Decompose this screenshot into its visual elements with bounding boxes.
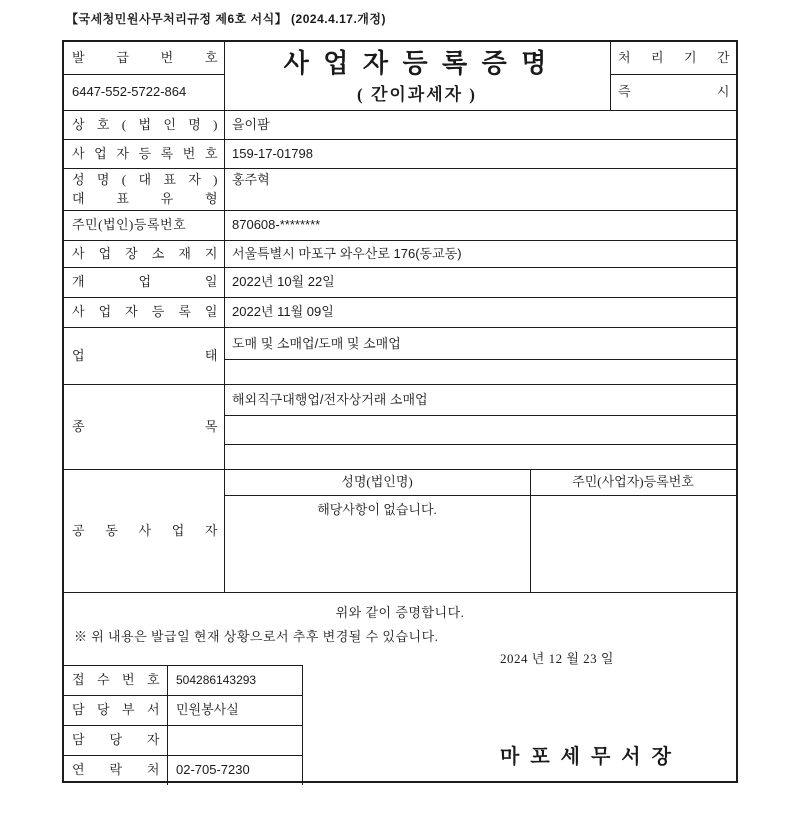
business-address-value: 서울특별시 마포구 와우산로 176(동교동) xyxy=(232,246,462,261)
staff-label: 담 당 자 xyxy=(72,732,160,747)
certification-date: 2024 년 12 월 23 일 xyxy=(500,651,614,666)
form-regulation-note: 【국세청민원사무처리규정 제6호 서식】 (2024.4.17.개정) xyxy=(66,12,386,26)
receipt-no-value: 504286143293 xyxy=(176,673,257,687)
business-item-label: 종 목 xyxy=(72,419,218,434)
line-business-item-sub2 xyxy=(224,444,736,445)
representative-label-line1: 성 명 ( 대 표 자 ) xyxy=(72,172,218,187)
business-reg-no-value: 159-17-01798 xyxy=(232,146,313,161)
line-business-type-sub xyxy=(224,359,736,360)
contact-label: 연 락 처 xyxy=(72,762,160,777)
resident-reg-no-value: 870608-******** xyxy=(232,217,321,232)
opening-date-value: 2022년 10월 22일 xyxy=(232,274,335,289)
certification-note: ※ 위 내용은 발급일 현재 상황으로서 추후 변경될 수 있습니다. xyxy=(74,629,439,644)
processing-period-label: 처 리 기 간 xyxy=(618,50,730,65)
receipt-no-label: 접 수 번 호 xyxy=(72,672,160,687)
divider-footer-table-right xyxy=(302,665,303,785)
opening-date-label: 개 업 일 xyxy=(72,274,218,289)
joint-business-col-name: 성명(법인명) xyxy=(341,474,413,489)
resident-reg-no-label: 주민(법인)등록번호 xyxy=(72,217,187,232)
company-name-value: 을이팜 xyxy=(232,117,270,132)
line-joint-bottom xyxy=(64,592,736,593)
joint-business-label: 공 동 사 업 자 xyxy=(72,523,218,538)
representative-value: 홍주혁 xyxy=(232,172,270,187)
issue-number-label: 발 급 번 호 xyxy=(72,50,218,65)
business-reg-no-label: 사 업 자 등 록 번 호 xyxy=(72,146,218,161)
business-type-label: 업 태 xyxy=(72,348,218,363)
line-business-item-sub1 xyxy=(224,415,736,416)
representative-label-line2: 대 표 유 형 xyxy=(72,191,218,206)
joint-business-col-regno: 주민(사업자)등록번호 xyxy=(572,474,694,489)
line-joint-header-bottom xyxy=(224,495,736,496)
processing-period-value: 즉 시 xyxy=(618,84,730,99)
contact-value: 02-705-7230 xyxy=(176,762,250,777)
certificate-table xyxy=(62,40,738,783)
business-address-label: 사 업 장 소 재 지 xyxy=(72,246,218,261)
document-subtitle: ( 간이과세자 ) xyxy=(357,85,477,104)
issuing-office-signature: 마 포 세 무 서 장 xyxy=(500,746,674,768)
document-title: 사 업 자 등 록 증 명 xyxy=(283,49,551,78)
joint-business-content: 해당사항이 없습니다. xyxy=(317,502,437,517)
registration-date-label: 사 업 자 등 록 일 xyxy=(72,304,218,319)
line-regno-bottom xyxy=(64,168,736,169)
registration-date-value: 2022년 11월 09일 xyxy=(232,304,334,319)
business-item-value: 해외직구대행업/전자상거래 소매업 xyxy=(232,392,428,407)
department-value: 민원봉사실 xyxy=(176,702,239,717)
divider-processing-column xyxy=(610,42,611,110)
company-name-label: 상 호 ( 법 인 명 ) xyxy=(72,117,218,132)
department-label: 담 당 부 서 xyxy=(72,702,160,717)
issue-number-value: 6447-552-5722-864 xyxy=(72,84,187,99)
business-type-value: 도매 및 소매업/도매 및 소매업 xyxy=(232,336,401,351)
certification-statement: 위와 같이 증명합니다. xyxy=(335,605,465,620)
